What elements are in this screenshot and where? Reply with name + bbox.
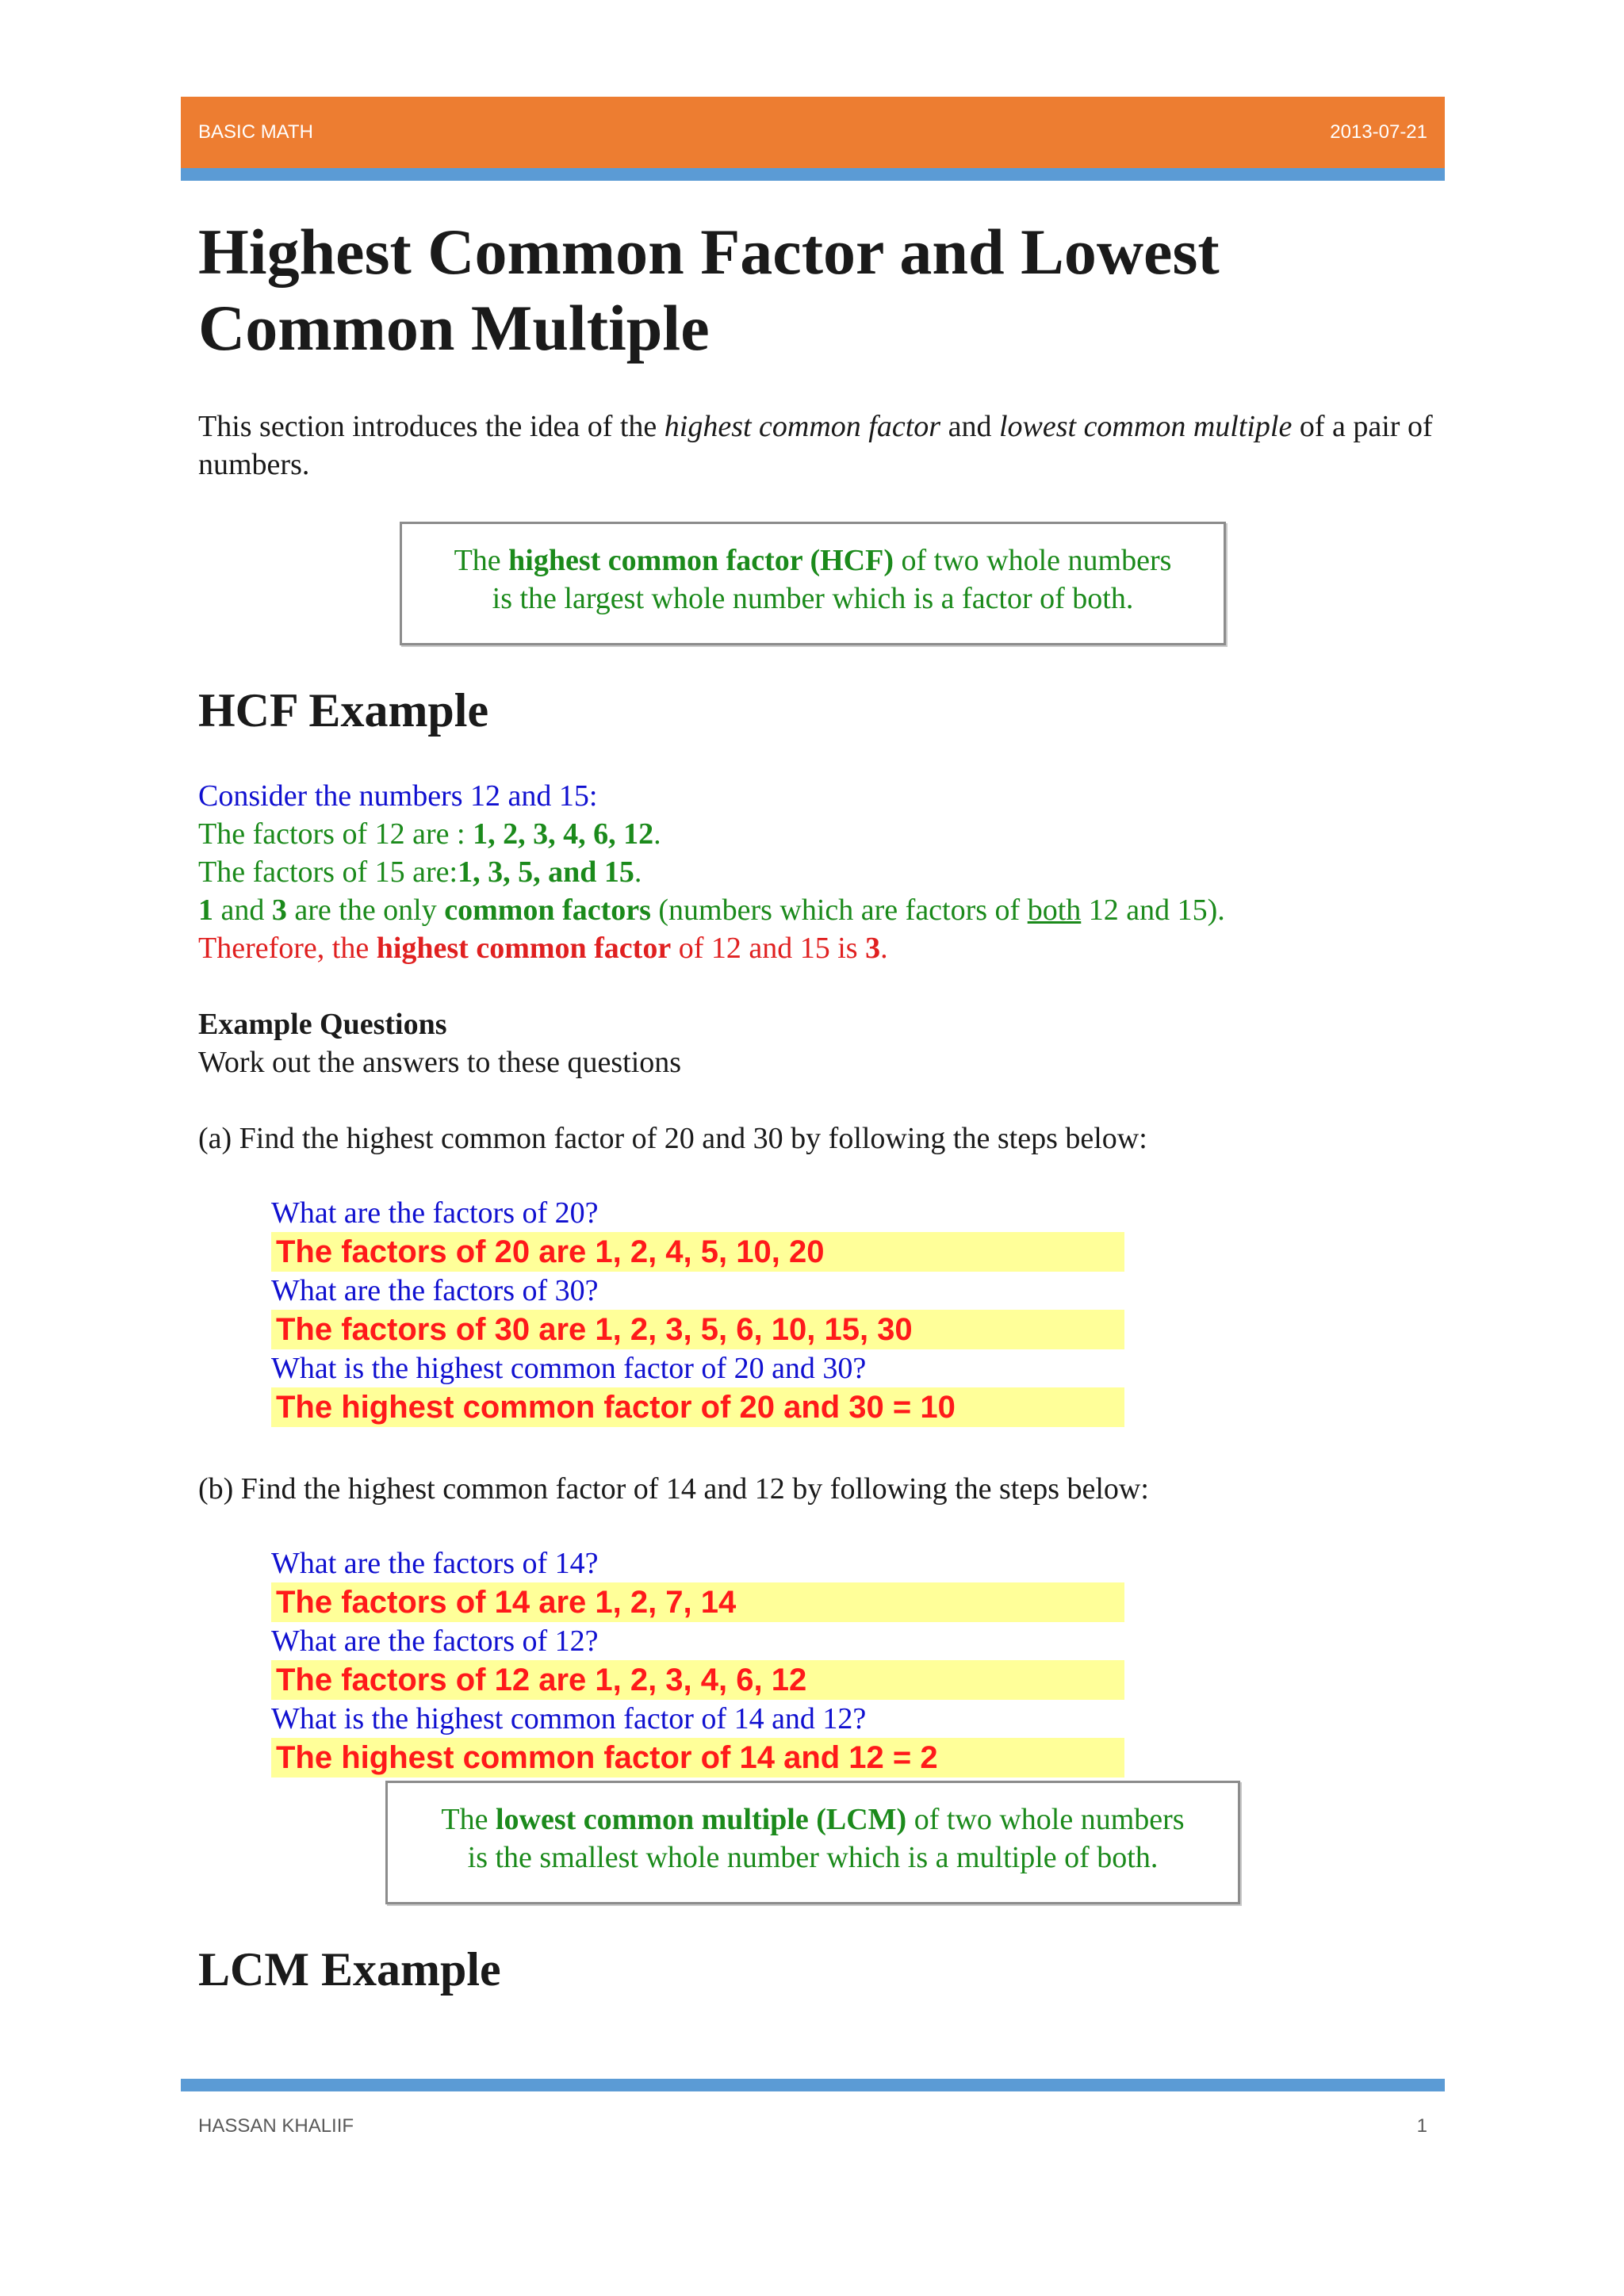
hcf-consider-line: Consider the numbers 12 and 15:: [198, 779, 598, 813]
answer-b-step-3: The highest common factor of 14 and 12 = 2: [271, 1738, 1124, 1777]
question-a-step-1: What are the factors of 20?: [271, 1196, 599, 1230]
page-footer: [181, 2115, 1445, 2137]
hcf-factors-12-line: The factors of 12 are : 1, 2, 3, 4, 6, 12.: [198, 817, 661, 851]
question-a-prompt: (a) Find the highest common factor of 20 and 30 by following the steps below:: [198, 1122, 1147, 1155]
hcf-conclusion-line: Therefore, the highest common factor of 12 and 15 is 3.: [198, 932, 888, 965]
intro-paragraph: This section introduces the idea of the highest common factor and lowest common multiple of a pair of numbers.: [198, 410, 1433, 481]
footer-divider: [181, 2079, 1445, 2091]
question-a-step-2: What are the factors of 30?: [271, 1274, 599, 1307]
hcf-example-body: [198, 777, 1435, 967]
page-header: [181, 97, 1445, 168]
page-number: 1: [1416, 2115, 1427, 2137]
footer-author: HASSAN KHALIIF: [198, 2115, 354, 2137]
hcf-example-heading: HCF Example: [198, 684, 489, 737]
lcm-term: lowest common multiple (LCM): [495, 1803, 907, 1836]
page-title: Highest Common Factor and Lowest Common Multiple: [198, 216, 1220, 364]
example-questions-subtitle: Work out the answers to these questions: [198, 1046, 682, 1079]
example-questions-heading: Example Questions: [198, 1008, 447, 1041]
answer-a-step-1: The factors of 20 are 1, 2, 4, 5, 10, 20: [271, 1232, 1124, 1272]
answer-a-step-2: The factors of 30 are 1, 2, 3, 5, 6, 10, 15, 30: [271, 1310, 1124, 1349]
lcm-example-heading: LCM Example: [198, 1943, 501, 1996]
question-b-prompt: (b) Find the highest common factor of 14 and 12 by following the steps below:: [198, 1472, 1149, 1506]
question-a-step-3: What is the highest common factor of 20 and 30?: [271, 1352, 867, 1385]
question-b-step-3: What is the highest common factor of 14 and 12?: [271, 1702, 867, 1735]
intro-term-hcf: highest common factor: [664, 410, 941, 443]
header-subject: BASIC MATH: [198, 121, 313, 143]
hcf-factors-15-line: The factors of 15 are:1, 3, 5, and 15.: [198, 855, 642, 889]
hcf-definition-box: The highest common factor (HCF) of two whole numbers is the largest whole number which is a factor of both.: [400, 522, 1226, 645]
answer-b-step-1: The factors of 14 are 1, 2, 7, 14: [271, 1582, 1124, 1622]
question-b-step-1: What are the factors of 14?: [271, 1547, 599, 1580]
answer-a-step-3: The highest common factor of 20 and 30 = 10: [271, 1387, 1124, 1427]
question-b-step-2: What are the factors of 12?: [271, 1624, 599, 1658]
hcf-common-factors-line: 1 and 3 are the only common factors (numbers which are factors of both 12 and 15).: [198, 894, 1225, 927]
answer-b-step-2: The factors of 12 are 1, 2, 3, 4, 6, 12: [271, 1660, 1124, 1700]
example-questions-intro: [198, 1005, 1435, 1081]
hcf-term: highest common factor (HCF): [508, 544, 894, 577]
header-divider: [181, 168, 1445, 181]
header-date: 2013-07-21: [1330, 121, 1427, 143]
intro-term-lcm: lowest common multiple: [998, 410, 1293, 443]
lcm-definition-box: The lowest common multiple (LCM) of two whole numbers is the smallest whole number which is a multiple of both.: [385, 1781, 1240, 1904]
